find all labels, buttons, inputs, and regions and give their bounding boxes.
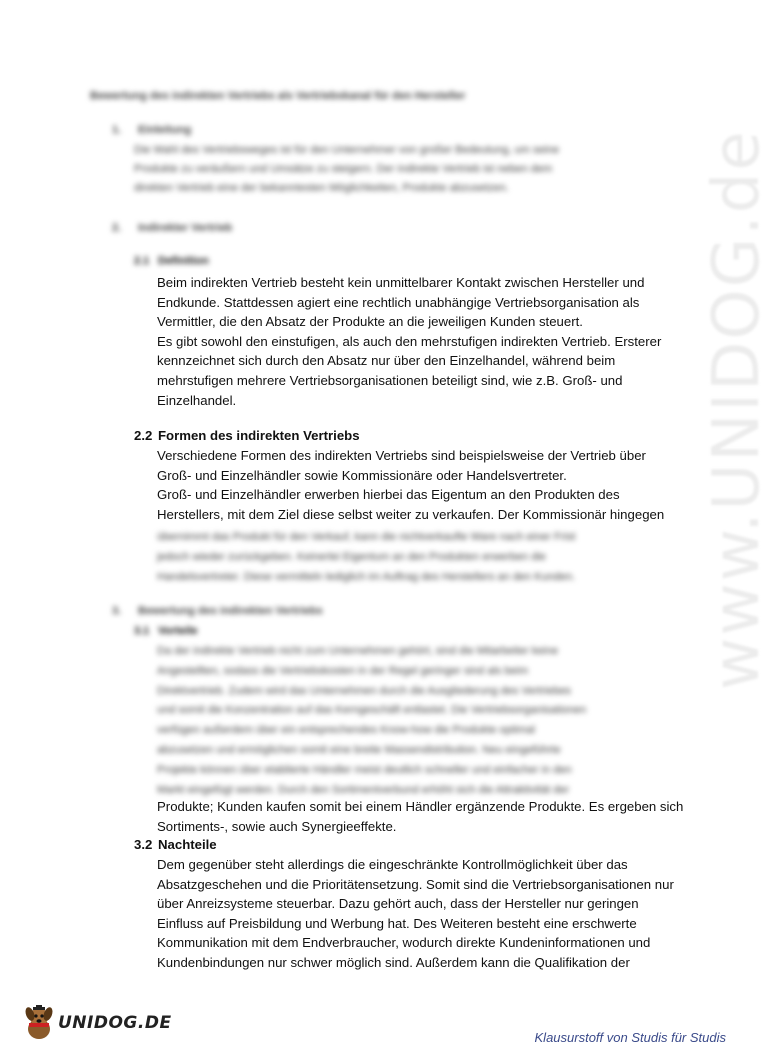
text-line: Sortiments-, sowie auch Synergieeffekte. bbox=[157, 818, 397, 834]
watermark: www.UNIDOG.de bbox=[700, 129, 774, 690]
subsection-title: Nachteile bbox=[158, 837, 217, 852]
subsection-title: Formen des indirekten Vertriebs bbox=[158, 428, 360, 443]
section-title: Bewertung des indirekten Vertriebs bbox=[138, 605, 323, 617]
text-line: mehrstufigen mehrere Vertriebsorganisationen beteiligt sind, wie z.B. Groß- und bbox=[157, 372, 623, 388]
text-line: Groß- und Einzelhändler erwerben hierbei das Eigentum an den Produkten des bbox=[157, 487, 620, 503]
text-line: Dem gegenüber steht allerdings die eingeschränkte Kontrollmöglichkeit über das bbox=[157, 857, 628, 872]
text-line: Projekte können über etablierte Händler meist deutlich schneller und einfacher in den bbox=[157, 763, 572, 776]
subsection-title: Definition bbox=[158, 255, 209, 267]
text-line: Kommunikation mit dem Endverbraucher, wodurch direkte Kundeninformationen und bbox=[157, 935, 651, 951]
subsection-2-1-text bbox=[157, 273, 661, 410]
text-line: Herstellers, mit dem Ziel diese selbst weiter zu verkaufen. Der Kommissionär hingegen bbox=[157, 506, 665, 522]
subsection-2-1-heading bbox=[134, 255, 209, 267]
text-line: Produkte zu veräußern und Umsätze zu steigern. Der indirekte Vertrieb ist neben dem bbox=[134, 163, 553, 175]
text-line: Endkunde. Stattdessen agiert eine rechtlich unabhängige Vertriebsorganisation als bbox=[157, 294, 640, 310]
text-line: kennzeichnet sich durch den Absatz nur über den Einzelhandel, während beim bbox=[157, 353, 616, 369]
text-line: Beim indirekten Vertrieb besteht kein unmittelbarer Kontakt zwischen Hersteller und bbox=[157, 275, 645, 290]
text-line: Groß- und Einzelhändler sowie Kommissionäre oder Handelsvertreter. bbox=[157, 467, 567, 483]
text-line: Direktvertrieb. Zudem wird das Unternehmen durch die Ausgliederung des Vertriebes bbox=[157, 684, 571, 697]
section-number: 1. bbox=[112, 124, 122, 136]
text-line: Angestellten, sodass die Vertriebskosten in der Regel geringer sind als beim bbox=[157, 664, 529, 677]
subsection-number: 2.2 bbox=[134, 428, 153, 443]
subsection-title: Vorteile bbox=[158, 625, 198, 637]
section-title: Einleitung bbox=[138, 124, 192, 136]
text-line: Markt eingefügt werden. Durch den Sortimentverbund erhöht sich die Attraktivität der bbox=[157, 783, 570, 796]
text-line: Einzelhandel. bbox=[157, 392, 237, 408]
text-line: direkten Vertrieb eine der bekanntesten Möglichkeiten, Produkte abzusetzen. bbox=[134, 182, 509, 194]
subsection-3-2-heading bbox=[134, 837, 217, 852]
footer-slogan: Klausurstoff von Studis für Studis bbox=[534, 1030, 726, 1045]
section-number: 3. bbox=[112, 605, 122, 617]
section-1-heading bbox=[112, 124, 191, 136]
subsection-3-1-text bbox=[157, 797, 683, 836]
text-line: Verschiedene Formen des indirekten Vertriebs sind beispielsweise der Vertrieb über bbox=[157, 448, 646, 463]
text-line: Vermittler, die den Absatz der Produkte an die jeweiligen Kunden steuert. bbox=[157, 314, 583, 330]
subsection-number: 2.1 bbox=[134, 255, 150, 267]
subsection-2-2-heading bbox=[134, 428, 360, 443]
subsection-2-2-blurred-text bbox=[157, 528, 575, 587]
text-line: Die Wahl des Vertriebsweges ist für den Unternehmer von großer Bedeutung, um seine bbox=[134, 144, 560, 156]
text-line: Handelsvertreter. Diese vermitteln lediglich im Auftrag des Herstellers an den Kunden. bbox=[157, 570, 576, 583]
section-1-text bbox=[134, 141, 559, 198]
subsection-3-1-blurred-text bbox=[157, 642, 586, 800]
subsection-2-2-text bbox=[157, 446, 664, 524]
text-line: jedoch wieder zurückgeben. Keinerlei Eigentum an den Produkten erwerben die bbox=[157, 550, 546, 563]
section-title: Indirekter Vertrieb bbox=[138, 222, 233, 234]
text-line: Produkte; Kunden kaufen somit bei einem Händler ergänzende Produkte. Es ergeben sich bbox=[157, 799, 684, 814]
text-line: über Anreizsysteme steuerbar. Dazu gehört auch, dass der Hersteller nur geringen bbox=[157, 896, 639, 912]
text-line: Kundenbindungen nur schwer möglich sind. Außerdem kann die Qualifikation der bbox=[157, 954, 630, 970]
subsection-number: 3.1 bbox=[134, 625, 150, 637]
subsection-3-2-text bbox=[157, 855, 674, 973]
subsection-number: 3.2 bbox=[134, 837, 153, 852]
text-line: übernimmt das Produkt für den Verkauf, kann die nichtverkaufte Ware nach einer Frist bbox=[157, 531, 576, 543]
document-title: Bewertung des indirekten Vertriebs als Vertriebskanal für den Hersteller bbox=[90, 90, 466, 102]
subsection-3-1-heading bbox=[134, 625, 198, 637]
text-line: verfügen außerdem über ein entsprechendes Know-how die Produkte optimal bbox=[157, 724, 535, 737]
text-line: und somit die Konzentration auf das Kerngeschäft entlastet. Die Vertriebsorganisationen bbox=[157, 704, 587, 717]
dog-mascot-icon bbox=[22, 1005, 56, 1041]
unidog-logo bbox=[22, 1005, 172, 1041]
text-line: Es gibt sowohl den einstufigen, als auch den mehrstufigen indirekten Vertrieb. Ersterer bbox=[157, 333, 662, 349]
text-line: Da der indirekte Vertrieb nicht zum Unternehmen gehört, sind die Mitarbeiter keine bbox=[157, 645, 559, 657]
logo-text: UNIDOG.DE bbox=[58, 1013, 172, 1033]
text-line: Einfluss auf Preisbildung und Werbung hat. Des Weiteren besteht eine erschwerte bbox=[157, 915, 637, 931]
text-line: abzusetzen und ermöglichen somit eine breite Massendistribution. Neu eingeführte bbox=[157, 743, 561, 756]
section-2-heading bbox=[112, 222, 232, 234]
text-line: Absatzgeschehen und die Prioritätensetzung. Somit sind die Vertriebsorganisationen nur bbox=[157, 876, 674, 892]
section-3-heading bbox=[112, 605, 323, 617]
section-number: 2. bbox=[112, 222, 122, 234]
